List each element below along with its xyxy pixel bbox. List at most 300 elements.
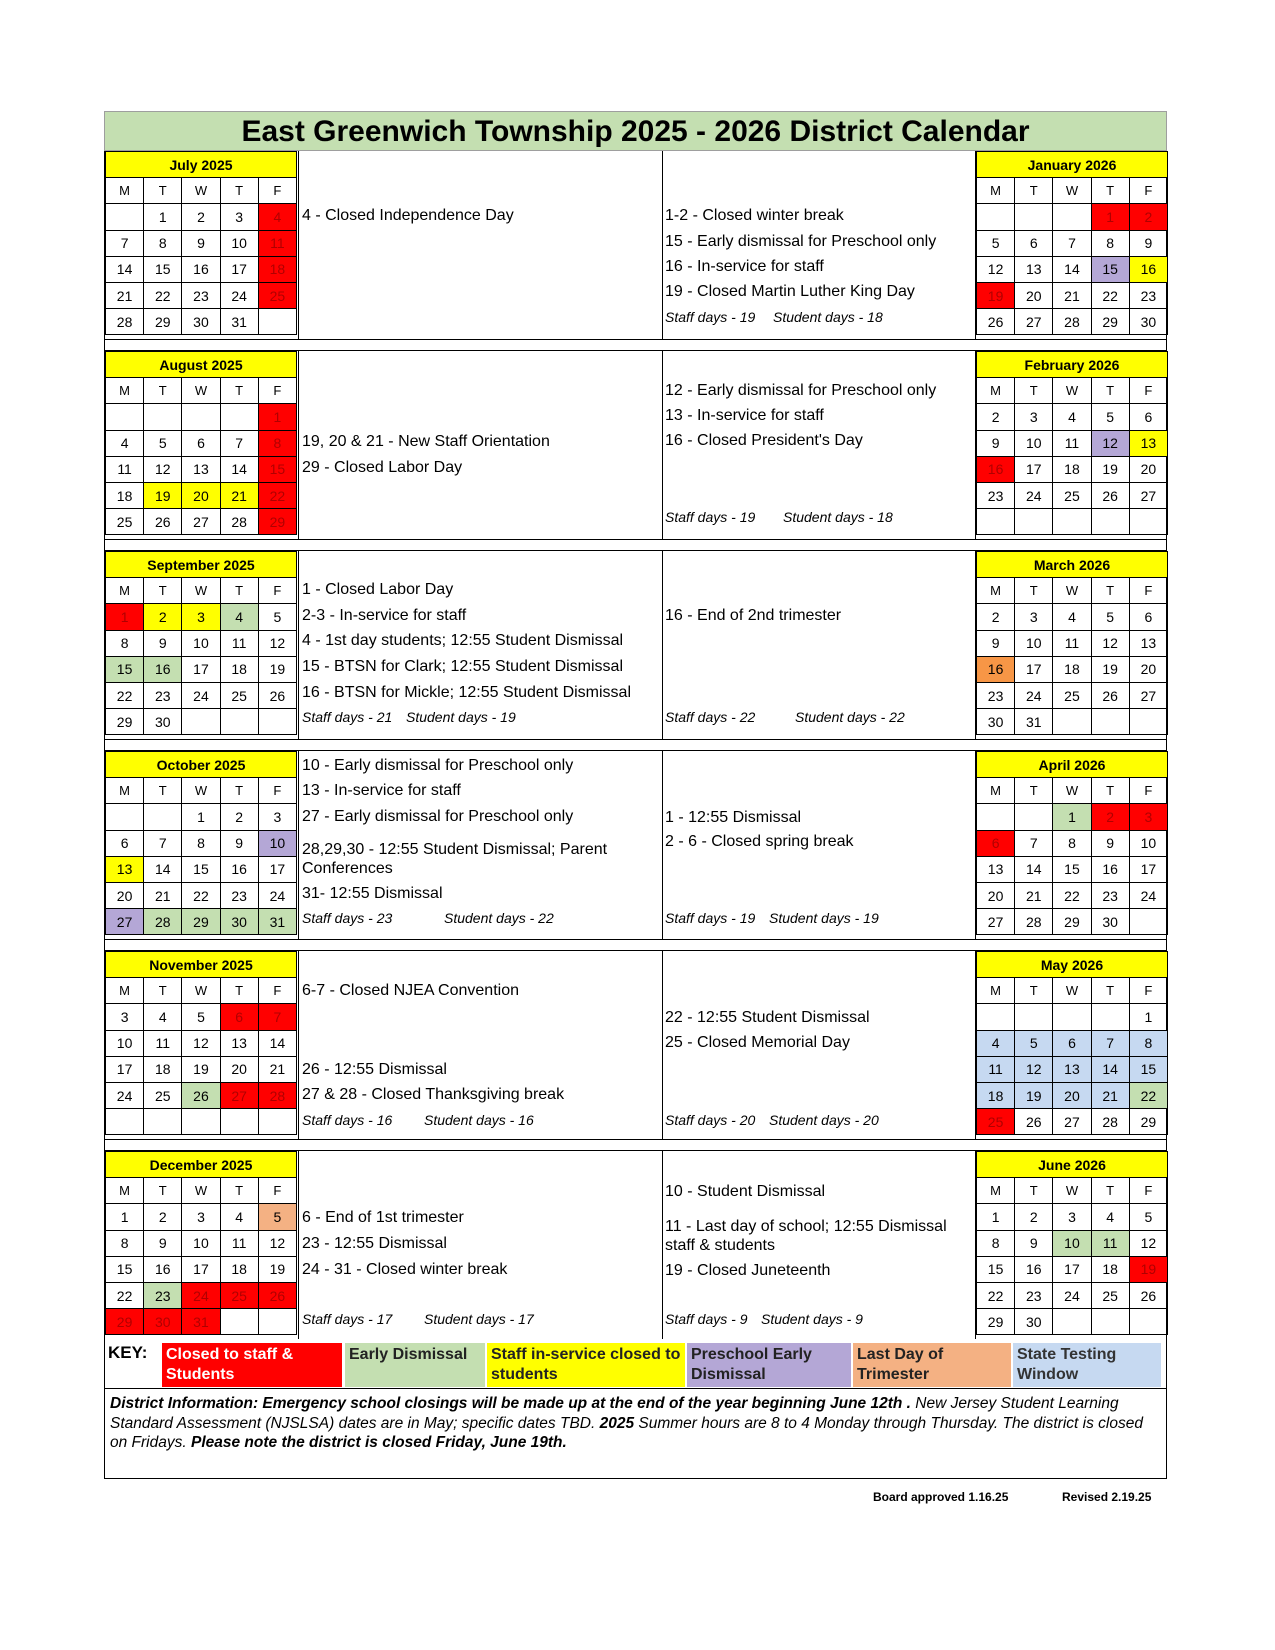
day-cell: 11 [1053,430,1091,456]
month-name: September 2025 [106,552,297,578]
day-cell: 16 [182,256,220,282]
student-days: Student days - 19 [406,709,516,725]
day-cell: 24 [182,682,220,708]
event-text: 19 - Closed Juneteenth [665,1262,831,1279]
day-cell: 15 [1129,1056,1167,1082]
day-cell: 25 [1053,482,1091,508]
day-cell: 28 [1053,309,1091,335]
day-cell: 2 [144,604,182,630]
month-grid [105,551,297,735]
day-cell: 26 [1015,1109,1053,1135]
day-cell: 20 [1053,1082,1091,1108]
day-cell: 1 [144,204,182,230]
day-cell: 6 [1129,604,1167,630]
day-cell: 7 [1091,1030,1129,1056]
day-cell: 9 [977,630,1015,656]
day-cell: 3 [1129,804,1167,830]
event-text: 13 - In-service for staff [302,782,461,799]
event-text: 6 - End of 1st trimester [302,1209,464,1226]
day-cell: 2 [144,1204,182,1230]
day-cell: 30 [1129,309,1167,335]
day-cell: 22 [1053,882,1091,908]
student-days: Student days - 22 [795,709,905,725]
staff-days: Staff days - 23 [302,910,393,926]
day-cell: 2 [977,404,1015,430]
event-text: 2 - 6 - Closed spring break [665,833,854,850]
board-approved: Board approved 1.16.25 [873,1490,1009,1504]
day-cell: 30 [977,709,1015,735]
day-cell: 22 [106,682,144,708]
day-cell: 18 [144,1056,182,1082]
weekday-header: T [1091,178,1129,204]
month-name: May 2026 [977,952,1168,978]
day-cell: 20 [1129,656,1167,682]
day-cell: 14 [258,1030,296,1056]
event-text: 6-7 - Closed NJEA Convention [302,982,519,999]
month-name: July 2025 [106,152,297,178]
day-cell: 12 [1091,430,1129,456]
month-grid [105,151,297,335]
day-cell: 27 [106,909,144,935]
day-cell: 9 [144,1230,182,1256]
day-cell: 13 [1015,256,1053,282]
day-cell: 23 [1015,1282,1053,1308]
weekday-header: M [977,378,1015,404]
day-cell [220,1309,258,1335]
day-cell: 14 [220,456,258,482]
day-cell [1091,709,1129,735]
day-cell: 21 [1053,282,1091,308]
event-text: 1 - 12:55 Dismissal [665,809,802,826]
weekday-header: F [258,378,296,404]
day-cell: 12 [258,630,296,656]
day-cell: 24 [182,1282,220,1308]
day-cell: 26 [144,509,182,535]
day-cell: 5 [258,1204,296,1230]
day-cell: 6 [1053,1030,1091,1056]
day-cell: 2 [182,204,220,230]
day-cell: 20 [1015,282,1053,308]
day-cell: 13 [977,856,1015,882]
weekday-header: W [1053,778,1091,804]
day-cell: 26 [258,682,296,708]
month-name: January 2026 [977,152,1168,178]
day-cell: 15 [1053,856,1091,882]
day-cell [182,709,220,735]
weekday-header: W [1053,978,1091,1004]
day-cell: 21 [1015,882,1053,908]
day-cell: 16 [1091,856,1129,882]
day-cell: 29 [144,309,182,335]
day-cell: 13 [182,456,220,482]
weekday-header: M [106,178,144,204]
day-cell: 10 [182,1230,220,1256]
section-jul-jan [104,151,1167,351]
day-cell [977,804,1015,830]
event-text: 27 & 28 - Closed Thanksgiving break [302,1086,565,1103]
day-cell: 11 [220,630,258,656]
day-cell: 15 [144,256,182,282]
month-february-2026 [976,351,1168,539]
weekday-header: M [106,578,144,604]
month-name: August 2025 [106,352,297,378]
day-cell: 10 [1015,430,1053,456]
day-cell: 29 [106,709,144,735]
day-cell: 19 [144,482,182,508]
day-cell: 8 [106,630,144,656]
month-november-2025 [105,951,297,1139]
day-cell: 26 [182,1082,220,1108]
day-cell: 26 [1091,482,1129,508]
day-cell: 1 [106,1204,144,1230]
day-cell [182,1109,220,1135]
info-bold-5: Please note the district is closed Friday, June 19th. [190,1434,567,1451]
day-cell: 8 [977,1230,1015,1256]
month-grid [105,1151,297,1335]
day-cell [106,404,144,430]
day-cell: 13 [220,1030,258,1056]
day-cell: 7 [258,1004,296,1030]
event-text: 16 - BTSN for Mickle; 12:55 Student Dismissal [302,684,632,701]
day-cell: 23 [144,682,182,708]
day-cell: 12 [144,456,182,482]
day-cell: 9 [1129,230,1167,256]
day-cell: 10 [1015,630,1053,656]
day-cell: 9 [1015,1230,1053,1256]
day-cell: 9 [220,830,258,856]
info-text-4: Summer hours are 8 to 4 Monday through Thursday. The district is closed on Fridays. [110,1414,1143,1451]
weekday-header: T [1091,778,1129,804]
month-august-2025 [105,351,297,539]
day-cell: 5 [258,604,296,630]
district-information [104,1389,1167,1479]
event-text: 23 - 12:55 Dismissal [302,1235,447,1252]
day-cell: 6 [1129,404,1167,430]
day-cell: 24 [1053,1282,1091,1308]
event-text: 26 - 12:55 Dismissal [302,1061,447,1078]
day-cell: 20 [1129,456,1167,482]
day-cell: 24 [1015,682,1053,708]
day-cell [144,404,182,430]
weekday-header: M [977,1178,1015,1204]
day-cell: 18 [106,482,144,508]
day-cell: 2 [1129,204,1167,230]
day-cell [1129,909,1167,935]
day-cell: 20 [182,482,220,508]
day-cell: 17 [1015,656,1053,682]
day-cell [1091,1004,1129,1030]
section-sep-mar [104,551,1167,751]
day-cell: 17 [106,1056,144,1082]
weekday-header: T [1015,578,1053,604]
weekday-header: M [977,778,1015,804]
day-cell: 21 [1091,1082,1129,1108]
day-cell: 15 [977,1256,1015,1282]
day-cell: 25 [1091,1282,1129,1308]
day-cell: 10 [220,230,258,256]
event-text: 25 - Closed Memorial Day [665,1034,850,1051]
day-cell: 12 [1091,630,1129,656]
day-cell: 23 [1129,282,1167,308]
day-cell: 4 [977,1030,1015,1056]
day-cell: 25 [106,509,144,535]
day-cell [1015,804,1053,830]
weekday-header: T [144,578,182,604]
day-cell: 18 [220,1256,258,1282]
day-cell: 31 [220,309,258,335]
day-cell: 29 [106,1309,144,1335]
day-cell: 12 [258,1230,296,1256]
weekday-header: T [1091,1178,1129,1204]
day-cell: 9 [977,430,1015,456]
day-cell: 17 [182,1256,220,1282]
day-cell: 21 [144,882,182,908]
month-grid [105,351,297,535]
day-cell [220,1109,258,1135]
month-grid [976,551,1168,735]
day-cell: 5 [1129,1204,1167,1230]
day-cell: 8 [144,230,182,256]
day-cell: 4 [258,204,296,230]
day-cell: 24 [106,1082,144,1108]
day-cell: 15 [106,1256,144,1282]
weekday-header: W [182,178,220,204]
day-cell: 29 [258,509,296,535]
staff-days: Staff days - 19 [665,509,756,525]
weekday-header: T [1015,778,1053,804]
day-cell: 1 [106,604,144,630]
calendar-page [104,111,1167,1479]
event-text: 4 - Closed Independence Day [302,207,514,224]
day-cell: 1 [1091,204,1129,230]
weekday-header: F [258,978,296,1004]
day-cell: 22 [258,482,296,508]
info-text-2: New Jersey Student Learning Standard Assessment (NJSLSA) dates are in May; specific dates TBD. [110,1395,1119,1432]
weekday-header: W [1053,578,1091,604]
weekday-header: F [1129,578,1167,604]
event-text: 12 - Early dismissal for Preschool only [665,382,937,399]
day-cell: 4 [220,1204,258,1230]
weekday-header: F [258,178,296,204]
day-cell: 7 [144,830,182,856]
month-december-2025 [105,1151,297,1339]
day-cell [977,509,1015,535]
month-grid [976,151,1168,335]
day-cell: 20 [220,1056,258,1082]
day-cell: 7 [1015,830,1053,856]
day-cell: 27 [220,1082,258,1108]
day-cell [1129,709,1167,735]
day-cell [220,404,258,430]
day-cell: 23 [182,282,220,308]
weekday-header: T [220,778,258,804]
info-bold-1: District Information: Emergency school closings will be made up at the end of the year beginning June 12th . [110,1395,911,1412]
event-text: 22 - 12:55 Student Dismissal [665,1009,870,1026]
event-text: 19 - Closed Martin Luther King Day [665,283,915,300]
day-cell: 27 [1129,482,1167,508]
weekday-header: T [144,978,182,1004]
day-cell: 31 [258,909,296,935]
day-cell: 25 [977,1109,1015,1135]
day-cell: 16 [144,656,182,682]
weekday-header: W [182,978,220,1004]
day-cell: 24 [1129,882,1167,908]
page-title: East Greenwich Township 2025 - 2026 District Calendar [104,111,1167,151]
student-days: Student days - 19 [769,910,879,926]
day-cell: 16 [977,656,1015,682]
day-cell [106,1109,144,1135]
weekday-header: M [977,578,1015,604]
staff-days: Staff days - 21 [302,709,393,725]
day-cell: 15 [258,456,296,482]
event-text: 16 - End of 2nd trimester [665,607,842,624]
weekday-header: M [106,778,144,804]
day-cell: 9 [182,230,220,256]
day-cell [1053,509,1091,535]
day-cell: 1 [182,804,220,830]
day-cell [1053,709,1091,735]
day-cell: 18 [220,656,258,682]
day-cell: 29 [1053,909,1091,935]
day-cell [1015,1004,1053,1030]
day-cell [1053,204,1091,230]
day-cell: 10 [1129,830,1167,856]
weekday-header: T [1091,378,1129,404]
day-cell: 18 [977,1082,1015,1108]
day-cell: 23 [977,682,1015,708]
day-cell: 28 [220,509,258,535]
revised-date: Revised 2.19.25 [1062,1490,1152,1504]
day-cell: 22 [1129,1082,1167,1108]
day-cell [1053,1309,1091,1335]
day-cell [1015,204,1053,230]
day-cell: 14 [1015,856,1053,882]
day-cell: 2 [1091,804,1129,830]
day-cell: 11 [144,1030,182,1056]
month-grid [105,751,297,935]
day-cell: 3 [1015,604,1053,630]
section-aug-feb [104,351,1167,551]
weekday-header: T [220,178,258,204]
event-text: 4 - 1st day students; 12:55 Student Dismissal [302,632,624,649]
day-cell: 16 [220,856,258,882]
weekday-header: M [977,178,1015,204]
day-cell: 3 [1053,1204,1091,1230]
day-cell: 3 [106,1004,144,1030]
day-cell [220,709,258,735]
day-cell: 25 [1053,682,1091,708]
day-cell: 27 [182,509,220,535]
day-cell: 27 [977,909,1015,935]
day-cell: 28 [144,909,182,935]
weekday-header: M [106,1178,144,1204]
day-cell: 21 [106,282,144,308]
weekday-header: F [1129,378,1167,404]
key-last-day-trimester: Last Day of Trimester [853,1343,1011,1387]
month-grid [105,951,297,1135]
weekday-header: T [1015,978,1053,1004]
weekday-header: T [144,778,182,804]
day-cell: 11 [258,230,296,256]
day-cell: 19 [1091,456,1129,482]
day-cell: 19 [977,282,1015,308]
student-days: Student days - 17 [424,1311,534,1327]
event-text: 27 - Early dismissal for Preschool only [302,808,574,825]
day-cell [1091,1309,1129,1335]
month-september-2025 [105,551,297,739]
section-nov-may [104,951,1167,1151]
day-cell: 25 [220,1282,258,1308]
day-cell [106,804,144,830]
day-cell: 6 [220,1004,258,1030]
key-closed: Closed to staff & Students [162,1343,342,1387]
day-cell: 2 [220,804,258,830]
day-cell: 2 [1015,1204,1053,1230]
month-name: June 2026 [977,1152,1168,1178]
day-cell: 13 [1129,430,1167,456]
month-grid [976,751,1168,935]
weekday-header: M [106,978,144,1004]
day-cell: 22 [1091,282,1129,308]
day-cell: 8 [1129,1030,1167,1056]
day-cell: 30 [1091,909,1129,935]
weekday-header: T [144,378,182,404]
day-cell: 1 [1129,1004,1167,1030]
weekday-header: W [182,378,220,404]
event-text: 11 - Last day of school; 12:55 Dismissal staff & students [665,1218,947,1254]
day-cell: 5 [182,1004,220,1030]
day-cell: 18 [1091,1256,1129,1282]
section-dec-jun [104,1151,1167,1339]
day-cell: 3 [258,804,296,830]
month-name: February 2026 [977,352,1168,378]
day-cell: 16 [1015,1256,1053,1282]
month-name: April 2026 [977,752,1168,778]
day-cell: 29 [1091,309,1129,335]
day-cell: 12 [1015,1056,1053,1082]
day-cell: 28 [106,309,144,335]
weekday-header: T [144,178,182,204]
weekday-header: T [1091,578,1129,604]
weekday-header: F [258,1178,296,1204]
weekday-header: T [220,378,258,404]
event-text: 29 - Closed Labor Day [302,459,463,476]
weekday-header: T [220,978,258,1004]
weekday-header: W [182,1178,220,1204]
day-cell [258,1309,296,1335]
day-cell: 8 [182,830,220,856]
day-cell: 2 [977,604,1015,630]
day-cell: 8 [1053,830,1091,856]
day-cell: 30 [182,309,220,335]
day-cell: 23 [144,1282,182,1308]
month-name: October 2025 [106,752,297,778]
event-text: 15 - BTSN for Clark; 12:55 Student Dismissal [302,658,624,675]
student-days: Student days - 20 [769,1112,879,1128]
day-cell [977,1004,1015,1030]
day-cell: 21 [220,482,258,508]
day-cell: 5 [977,230,1015,256]
color-key [104,1339,1167,1389]
day-cell [144,804,182,830]
day-cell: 26 [258,1282,296,1308]
day-cell: 13 [1129,630,1167,656]
weekday-header: W [182,778,220,804]
day-cell: 15 [182,856,220,882]
event-text: 2-3 - In-service for staff [302,607,467,624]
day-cell [182,404,220,430]
day-cell [1129,509,1167,535]
